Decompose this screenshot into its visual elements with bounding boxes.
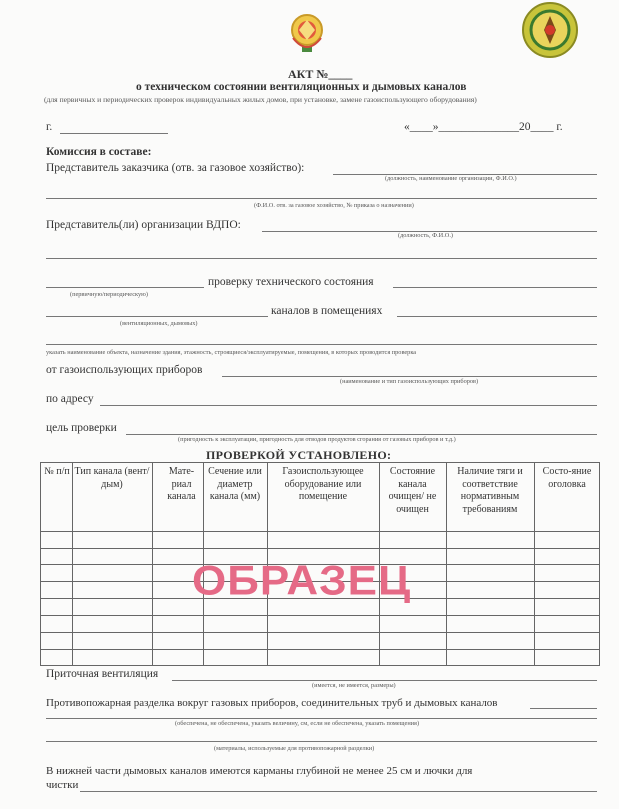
from-devices-field[interactable] <box>222 376 597 377</box>
fire-gap-field[interactable] <box>530 708 597 709</box>
col-header-material: Мате-риал канала <box>167 466 196 502</box>
check-object-field[interactable] <box>393 287 597 288</box>
fire-gap-label: Противопожарная разделка вокруг газовых приборов, соединительных труб и дымовых каналов <box>46 697 498 709</box>
col-header-cleaning: Состояние канала очищен/ не очищен <box>388 466 437 515</box>
vdpo-rep-label: Представитель(ли) организации ВДПО: <box>46 219 241 231</box>
customer-rep-field-2[interactable] <box>46 198 597 199</box>
vdpo-rep-field-2[interactable] <box>46 258 597 259</box>
check-type-field[interactable] <box>46 287 204 288</box>
act-subtitle: о техническом состоянии вентиляционных и дымовых каналов <box>136 81 467 93</box>
col-header-draft: Наличие тяги и соответствие нормативным требованиям <box>457 466 523 515</box>
col-header-channel-type: Тип канала (вент/дым) <box>74 466 150 490</box>
from-devices-caption: (наименование и тип газоиспользующих приборов) <box>340 378 479 385</box>
purpose-caption: (пригодность к эксплуатации, пригодность для отводов продуктов сгорания от газовых приборов и т.д.) <box>178 436 456 443</box>
customer-rep-caption-2: (Ф.И.О. отв. за газовое хозяйство, № приказа о назначении) <box>254 202 414 209</box>
sample-stamp: ОБРАЗЕЦ <box>192 557 412 604</box>
from-devices-label: от газоиспользующих приборов <box>46 364 203 376</box>
purpose-label: цель проверки <box>46 422 117 434</box>
supply-vent-field[interactable] <box>172 680 597 681</box>
supply-vent-caption: (имеется, не имеется, размеры) <box>312 682 396 689</box>
supply-vent-label: Приточная вентиляция <box>46 668 159 680</box>
coat-of-arms-icon <box>287 8 327 58</box>
vdpo-rep-caption: (должность, Ф.И.О.) <box>398 232 453 239</box>
pockets-text: В нижней части дымовых каналов имеются карманы глубиной не менее 25 см и лючки для <box>46 765 473 777</box>
objects-caption: указать наименование объекта, назначение здания, этажность, строящиеся/эксплуатируемые, помещения, в которых проводится проверка <box>46 349 417 356</box>
act-note: (для первичных и периодических проверок индивидуальных жилых домов, при установке, замене газоиспользующего оборудования) <box>44 95 477 104</box>
col-header-section: Сечение или диаметр канала (мм) <box>208 466 262 502</box>
customer-rep-caption: (должность, наименование организации, Ф.И.О.) <box>385 175 517 182</box>
check-text: проверку технического состояния <box>208 276 374 288</box>
address-field[interactable] <box>100 405 597 406</box>
channels-caption: (вентиляционных, дымовых) <box>120 320 198 327</box>
fire-materials-caption: (материалы, используемые для противопожарной разделки) <box>214 745 375 752</box>
check-caption: (первичную/периодическую) <box>70 291 148 298</box>
channels-text: каналов в помещениях <box>271 305 383 317</box>
commission-heading: Комиссия в составе: <box>46 146 152 158</box>
city-field[interactable] <box>60 133 168 134</box>
pockets-field[interactable] <box>80 791 597 792</box>
act-title: АКТ №____ <box>288 67 353 81</box>
objects-field[interactable] <box>46 344 597 345</box>
city-prefix: г. <box>46 121 53 133</box>
col-header-equipment: Газоиспользующее оборудование или помещение <box>282 466 364 502</box>
customer-rep-label: Представитель заказчика (отв. за газовое хозяйство): <box>46 162 305 174</box>
purpose-field[interactable] <box>126 434 597 435</box>
date-text[interactable]: «____»______________20____ г. <box>404 121 563 133</box>
fire-materials-field[interactable] <box>46 741 597 742</box>
fire-gap-field-2[interactable] <box>46 718 597 719</box>
channels-type-field[interactable] <box>46 316 268 317</box>
col-header-number: № п/п <box>44 466 70 477</box>
pockets-text-2: чистки <box>46 779 79 791</box>
address-label: по адресу <box>46 393 94 405</box>
vdpo-emblem-icon <box>520 0 580 60</box>
channels-rooms-field[interactable] <box>397 316 597 317</box>
table-heading: ПРОВЕРКОЙ УСТАНОВЛЕНО: <box>206 448 392 462</box>
fire-gap-caption: (обеспечена, не обеспечена, указать величину, см, если не обеспечена, указать помещения) <box>175 720 420 727</box>
col-header-head-state: Состо-яние оголовка <box>542 466 592 490</box>
